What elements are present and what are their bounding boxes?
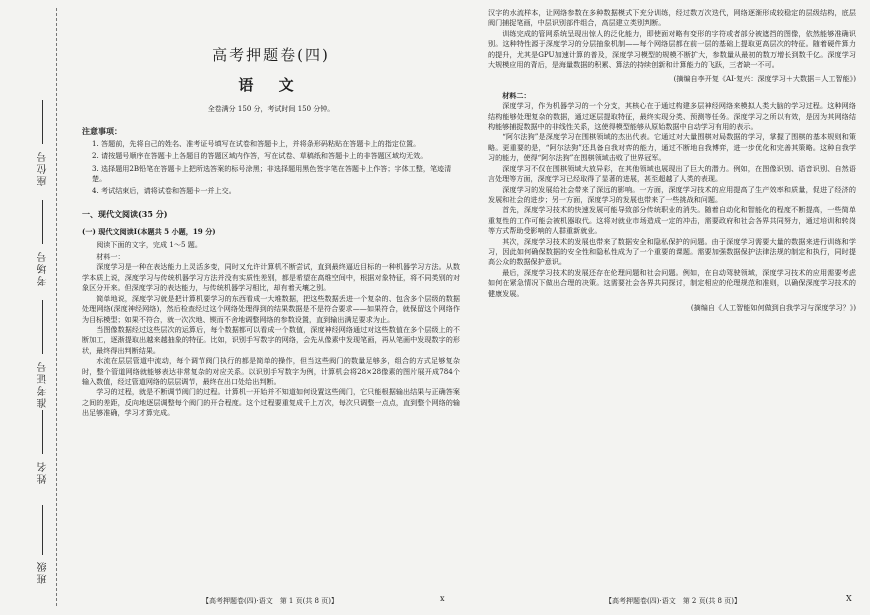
source-citation: (摘编自《人工智能如何做到自我学习与深度学习？》) [690,302,856,312]
note-item: 4. 考试结束后，请将试卷和答题卡一并上交。 [92,186,236,196]
ticket-underline [42,300,43,354]
paragraph: 深度学习不仅在围棋领域大放异彩，在其他领域也展现出了巨大的潜力。例如，在图像识别、语音识别、自然语言处理等方面，深度学习已经取得了显著的进展，甚至超越了人类的表现。 [488,163,856,184]
footer-right-mark: X [846,594,852,603]
material-one-heading: 材料一： [96,252,125,262]
paragraph: 深度学习的发展给社会带来了深远的影响。一方面，深度学习技术的应用提高了生产效率和质量，促进了经济的发展和社会的进步；另一方面，深度学习的发展也带来了一些挑战和问题。 [488,184,856,204]
cut-line [56,8,57,606]
paragraph: 其次，深度学习技术的发展也带来了数据安全和隐私保护的问题。由于深度学习需要大量的数据来进行训练和学习，因此如何确保数据的安全性和隐私性成为了一个重要的课题。需要加强数据保护法律法规的制定和执行，同时提高公众的数据保护意识。 [488,236,856,267]
binding-strip [0,0,62,615]
ticket-label: 准考证号 [38,360,49,408]
source-citation: (摘编自李开复《AI·复兴：深度学习＋大数据＝人工智能》) [673,74,856,84]
exam-title: 高考押题卷(四) [212,46,330,64]
exam-room-underline [42,200,43,244]
paragraph: 当图像数据经过这些层次的运算后，每个数据都可以看成一个数值，深度神经网络通过对这些数值在多个层级上的不断加工，逐渐提取出越来越抽象的特征。比如，识别手写数字的网络，会先从像素中发现笔画，再从笔画中发现数字的形状，最终得出判断结果。 [82,324,460,355]
right-page [488,8,856,593]
material-two-heading: 材料二： [502,90,531,100]
paragraph: “阿尔法狗”是深度学习在围棋领域的杰出代表。它通过对大量围棋对局数据的学习，掌握了围棋的基本规则和策略。更重要的是，“阿尔法狗”还具备自我对弈的能力，通过不断地自我博弈，进一步优化和完善其策略。这种自我学习的能力，使得“阿尔法狗”在围棋领域击败了世界冠军。 [488,132,856,163]
exam-meta: 全卷满分 150 分，考试时间 150 分钟。 [207,105,335,113]
paragraph: 学习的过程，就是不断调节阀门的过程。计算机一开始并不知道如何设置这些阀门，它只能根据输出结果与正确答案之间的差距，反向地逐层调整每个阀门的开合程度。这个过程要重复成千上万次，每次只调整一点点，直到整个网络的输出足够准确，学习才算完成。 [82,387,460,418]
note-item: 2. 请按题号顺序在答题卡上各题目的答题区域内作答，写在试卷、草稿纸和答题卡上的非答题区域均无效。 [92,151,428,161]
paragraph: 简单地说，深度学习就是把计算机要学习的东西看成一大堆数据，把这些数据丢进一个复杂的、包含多个层级的数据处理网络(深度神经网络)，然后检查经过这个网络处理得到的结果数据是不是符合要求——如果符合，就保留这个网络作为目标模型；如果不符合，就一次次地、锲而不舍地调整网络的参数设置，直到输出满足要求为止。 [82,293,460,324]
footer-left-mark: x [440,594,445,603]
seat-underline [42,100,43,144]
footer-left: 【高考押题卷(四)·语文 第 1 页(共 8 页)】 [202,597,338,605]
class-label: 班级 [38,560,49,584]
note-item: 3. 选择题用2B铅笔在答题卡上把所选答案的标号涂黑；非选择题用黑色签字笔在答题卡上作答；字体工整，笔迹清楚。 [92,163,452,184]
note-item: 1. 答题前，先将自己的姓名、准考证号填写在试卷和答题卡上，并将条形码粘贴在答题卡上的指定位置。 [92,138,421,148]
paragraph: 深度学习，作为机器学习的一个分支，其核心在于通过构建多层神经网络来模拟人类大脑的学习过程。这种网络结构能够处理复杂的数据，通过逐层提取特征，最终实现分类、预测等任务。深度学习之所以有效，是因为其网络结构能够捕捉数据中的非线性关系，这使得模型能够从原始数据中自动学习有用的表示。 [488,101,856,132]
subject-title: 语 文 [238,76,304,94]
name-underline [42,410,43,454]
paragraph: 训练完成的管网系统呈现出惊人的泛化能力，即使面对略有变形的字符或者部分被遮挡的图像，依然能够准确识别。这种特性源于深度学习的分层抽象机制——每个网络层都在前一层的基础上提取更高层次的特征。随着硬件算力的提升，尤其是GPU加速计算的普及，深度学习模型的规模不断扩大，参数量从最初的数万增长到数千亿。深度学习大规模应用的背后，是海量数据的积累、算法的持续创新和计算能力的飞跃，三者缺一不可。 [488,28,856,70]
seat-label: 座位号 [38,150,49,186]
left-page [82,8,460,593]
name-label: 姓名 [38,460,49,484]
class-underline [42,505,43,555]
notes-heading: 注意事项： [82,126,122,137]
instruction: 阅读下面的文字，完成 1～5 题。 [96,239,202,249]
exam-room-label: 考场号 [38,250,49,286]
footer-right: 【高考押题卷(四)·语文 第 2 页(共 8 页)】 [605,597,741,605]
paragraph: 最后，深度学习技术的发展还存在伦理问题和社会问题。例如，在自动驾驶领域，深度学习技术的应用需要考虑如何在紧急情况下做出合理的决策。这需要社会各界共同探讨，制定相应的伦理规范和准则，以确保深度学习技术的健康发展。 [488,267,856,298]
paragraph: 首先，深度学习技术的快速发展可能导致部分传统职业的消失。随着自动化和智能化的程度不断提高，一些简单重复性的工作可能会被机器取代。这将对就业市场造成一定的冲击，需要政府和社会各界共同努力，通过培训和转岗等方式帮助受影响的人群重新就业。 [488,205,856,236]
paragraph: 水流在层层管道中流动，每个调节阀门执行的都是简单的操作，但当这些阀门的数量足够多，组合的方式足够复杂时，整个管道网络就能够表达非常复杂的对应关系。以识别手写数字为例，计算机会将28×28像素的图片展开成784个输入数值，经过管道网络的层层调节，最终在出口处给出判断。 [82,356,460,386]
paragraph: 深度学习是一种在表达能力上灵活多变，同时又允许计算机不断尝试，直到最终逼近目标的一种机器学习方法。从数学本质上说，深度学习与传统机器学习方法并没有实质性差别，都是希望在高维空间中，根据对象特征，将不同类别的对象区分开来。但深度学习的表达能力，与传统机器学习相比，却有着天壤之别。 [82,262,460,293]
paragraph: 汉字的水流样本，让网络参数在多种数据模式下充分训练，经过数万次迭代，网络逐渐形成较稳定的层级结构，底层阀门捕捉笔画，中层识别部件组合，高层建立类别判断。 [488,8,856,28]
subsection-heading: (一) 现代文阅读Ⅰ(本题共 5 小题，19 分) [82,227,216,237]
section-heading: 一、现代文阅读(35 分) [82,208,168,219]
